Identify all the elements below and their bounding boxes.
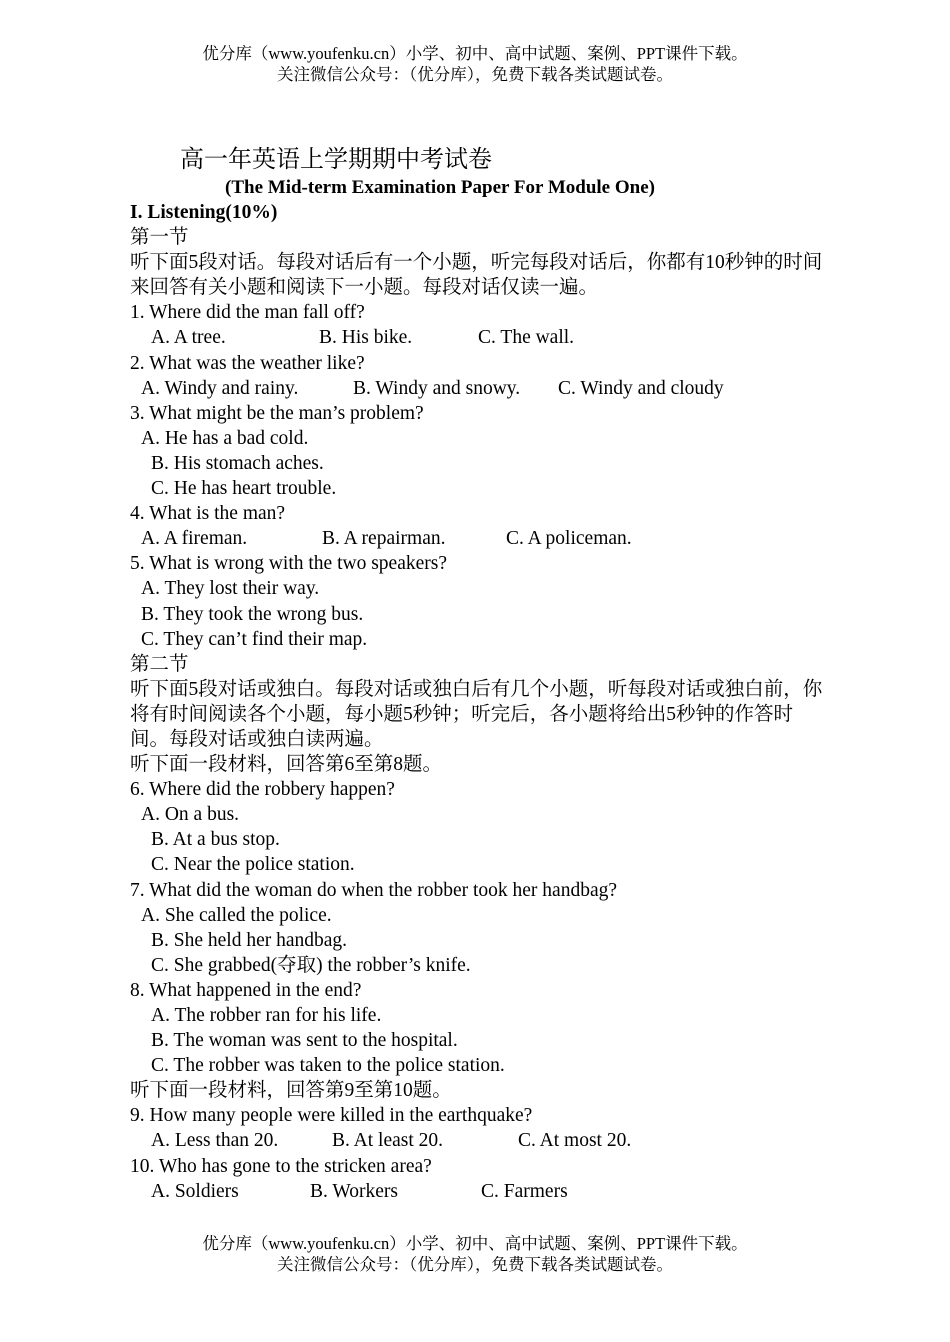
part-2-instructions: 听下面5段对话或独白。每段对话或独白后有几个小题，听每段对话或独白前，你将有时间阅读各个小题，每小题5秒钟；听完后，各小题将给出5秒钟的作答时间。每段对话或独白读两遍。 (130, 678, 823, 750)
question-9: 9. How many people were killed in the earthquake? (130, 1105, 533, 1127)
part-1-instructions: 听下面5段对话。每段对话后有一个小题，听完每段对话后，你都有10秒钟的时间来回答有关小题和阅读下一小题。每段对话仅读一遍。 (130, 252, 823, 299)
option-b: B. At least 20. (332, 1130, 444, 1152)
option-a: A. A tree. (151, 327, 226, 349)
option-c: C. The wall. (478, 327, 575, 349)
option-a: A. Less than 20. (151, 1130, 279, 1152)
option-a: A. A fireman. (141, 528, 248, 550)
option-c: C. Near the police station. (151, 854, 355, 876)
option-c: C. A policeman. (506, 528, 632, 550)
material-1-instruction: 听下面一段材料，回答第6至第8题。 (130, 754, 443, 776)
option-c: C. He has heart trouble. (151, 478, 337, 500)
footer-line-2: 关注微信公众号：（优分库），免费下载各类试题试卷。 (277, 1255, 673, 1274)
question-9-options (130, 1128, 830, 1153)
question-10: 10. Who has gone to the stricken area? (130, 1155, 432, 1177)
option-b: B. The woman was sent to the hospital. (151, 1030, 458, 1052)
option-b: B. She held her handbag. (151, 929, 348, 951)
option-a: A. The robber ran for his life. (151, 1005, 382, 1026)
question-8: 8. What happened in the end? (130, 979, 362, 1001)
question-3: 3. What might be the man’s problem? (130, 402, 424, 424)
question-2: 2. What was the weather like? (130, 352, 365, 374)
option-c: C. Windy and cloudy (558, 377, 724, 399)
question-2-options (130, 376, 830, 401)
part-1-label: 第一节 (130, 227, 189, 249)
question-1-options (130, 325, 830, 350)
question-6: 6. Where did the robbery happen? (130, 779, 395, 801)
footer-line-1: 优分库（www.youfenku.cn）小学、初中、高中试题、案例、PPT课件下载。 (202, 1234, 748, 1253)
option-c: C. At most 20. (518, 1130, 632, 1152)
question-7: 7. What did the woman do when the robber took her handbag? (130, 879, 618, 901)
option-a: A. Windy and rainy. (141, 377, 299, 399)
option-c: C. She grabbed(夺取) the robber’s knife. (151, 954, 471, 976)
option-c: C. The robber was taken to the police station. (151, 1055, 505, 1077)
option-a: A. They lost their way. (141, 578, 320, 600)
option-b: B. They took the wrong bus. (141, 603, 364, 625)
option-b: B. Windy and snowy. (353, 377, 521, 399)
option-c: C. They can’t find their map. (141, 628, 368, 650)
option-b: B. His bike. (319, 327, 413, 349)
header-line-1: 优分库（www.youfenku.cn）小学、初中、高中试题、案例、PPT课件下载。 (202, 44, 748, 63)
question-10-options (130, 1179, 830, 1204)
material-2-instruction: 听下面一段材料，回答第9至第10题。 (130, 1080, 452, 1102)
question-1: 1. Where did the man fall off? (130, 302, 365, 324)
option-b: B. A repairman. (322, 528, 446, 550)
question-5: 5. What is wrong with the two speakers? (130, 553, 447, 575)
section-heading: I. Listening(10%) (130, 202, 278, 223)
question-4: 4. What is the man? (130, 503, 286, 525)
page-footer (0, 1233, 950, 1275)
exam-body (130, 200, 830, 1204)
option-a: A. He has a bad cold. (141, 427, 309, 449)
question-4-options (130, 526, 830, 551)
option-b: B. Workers (310, 1180, 398, 1202)
option-b: B. At a bus stop. (151, 829, 280, 851)
page-header (0, 43, 950, 85)
page-subtitle: (The Mid-term Examination Paper For Module One) (225, 177, 655, 198)
option-a: A. Soldiers (151, 1180, 239, 1202)
option-c: C. Farmers (481, 1180, 568, 1202)
part-2-label: 第二节 (130, 653, 189, 675)
page-title: 高一年英语上学期期中考试卷 (180, 147, 492, 173)
option-a: A. She called the police. (141, 904, 332, 926)
option-a: A. On a bus. (141, 804, 240, 826)
option-b: B. His stomach aches. (151, 452, 324, 474)
header-line-2: 关注微信公众号：（优分库），免费下载各类试题试卷。 (277, 65, 673, 84)
